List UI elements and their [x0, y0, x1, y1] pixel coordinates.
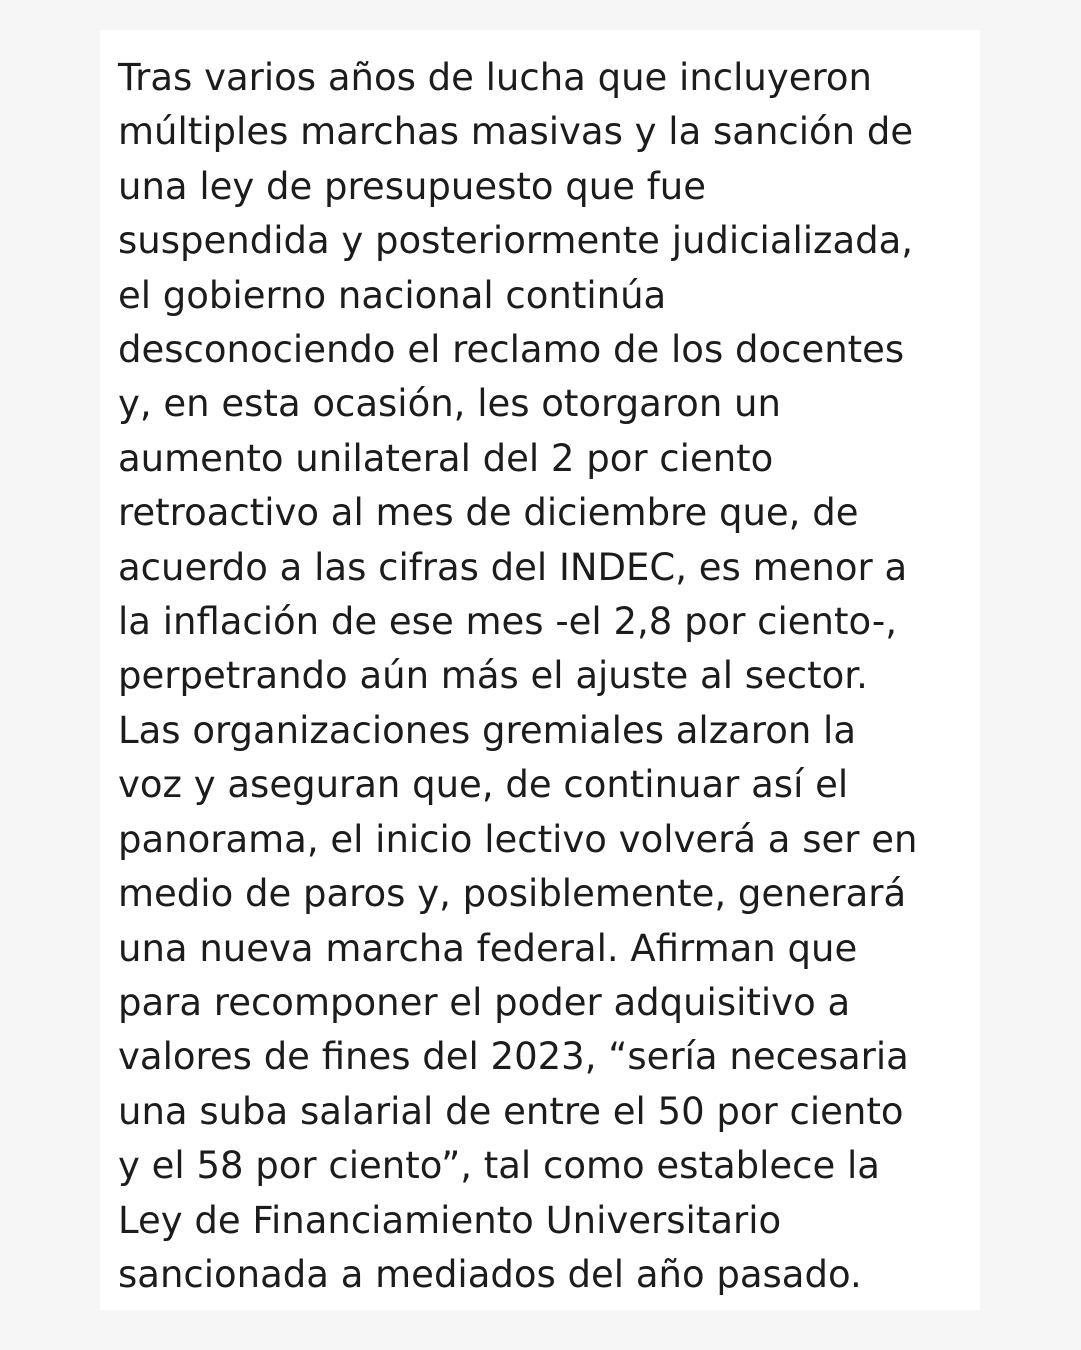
paragraph-line: Tras varios años de lucha que incluyeron — [118, 56, 873, 99]
paragraph-line: el gobierno nacional continúa — [118, 273, 667, 317]
paragraph-line: la inflación de ese mes -el 2,8 por ciento-, — [118, 600, 897, 644]
paragraph-line: acuerdo a las cifras del INDEC, es menor a — [118, 545, 908, 589]
paragraph-line: retroactivo al mes de diciembre que, de — [118, 491, 859, 535]
paragraph-line: una suba salarial de entre el 50 por ciento — [118, 1089, 904, 1133]
paragraph-line: y, en esta ocasión, les otorgaron un — [118, 382, 781, 426]
paragraph-line: múltiples marchas masivas y la sanción de — [118, 110, 914, 154]
paragraph-line: desconociendo el reclamo de los docentes — [118, 328, 905, 372]
paragraph-line: panorama, el inicio lectivo volverá a ser en — [118, 817, 918, 861]
paragraph-line: valores de fines del 2023, “sería necesaria — [118, 1035, 909, 1079]
paragraph-line: medio de paros y, posiblemente, generará — [118, 872, 907, 916]
paragraph-line: y el 58 por ciento”, tal como establece la — [118, 1144, 880, 1188]
paragraph-line: voz y aseguran que, de continuar así el — [118, 763, 849, 807]
paragraph-line: una nueva marcha federal. Afirman que — [118, 926, 858, 970]
paragraph-line: aumento unilateral del 2 por ciento — [118, 436, 774, 480]
paragraph-line: una ley de presupuesto que fue — [118, 164, 707, 208]
article-paragraph — [118, 51, 958, 1302]
paragraph-line: sancionada a mediados del año pasado. — [118, 1252, 862, 1296]
paragraph-line: para recomponer el poder adquisitivo a — [118, 980, 851, 1024]
paragraph-line: Ley de Financiamiento Universitario — [118, 1198, 782, 1242]
paragraph-line: suspendida y posteriormente judicializada, — [118, 219, 914, 263]
paragraph-line: Las organizaciones gremiales alzaron la — [118, 708, 856, 752]
paragraph-line: perpetrando aún más el ajuste al sector. — [118, 654, 868, 698]
